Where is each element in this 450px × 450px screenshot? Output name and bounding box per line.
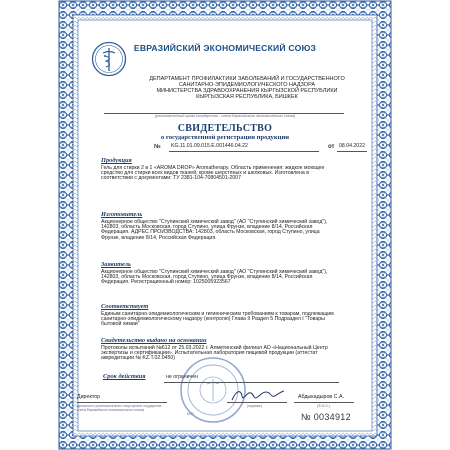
basis-line: Протоколы испытаний №612 от 25.03.2022 г. Алметинский филиал АО «Национальный Центр xyxy=(101,345,328,351)
seal-mark: М.П. xyxy=(187,412,195,416)
authority-note: (уполномоченный орган государства - члена Евразийского экономического союза) xyxy=(154,114,296,118)
applicant-line: Федерация. Регистрационный номер: 1025005923567 xyxy=(101,279,231,286)
signature-underline xyxy=(227,402,287,403)
validity-value: не ограничен xyxy=(166,374,198,380)
department-line: МИНИСТЕРСТВА ЗДРАВООХРАНЕНИЯ КЫРГЫЗСКОЙ РЕСПУБЛИКИ xyxy=(156,88,338,95)
signature-note: (подпись) xyxy=(247,404,263,408)
certificate-sheet xyxy=(79,21,371,430)
conforms-line: санитарно-эпидемиологическому надзору (контролю) Глава II Раздел 5 Подраздел I "Товары xyxy=(101,316,325,323)
applicant-line: Акционерное общество "Ступинский химический завод" (АО "Ступинский химический завод"), xyxy=(101,269,328,275)
signer-note: (Ф.И.О.) xyxy=(317,404,330,408)
union-title: ЕВРАЗИЙСКИЙ ЭКОНОМИЧЕСКИЙ СОЮЗ xyxy=(133,43,317,53)
department-line: ДЕПАРТАМЕНТ ПРОФИЛАКТИКИ ЗАБОЛЕВАНИЙ И ГОСУДАРСТВЕННОГО xyxy=(149,76,345,82)
director-underline xyxy=(77,402,167,403)
certificate-date: 08.04.2022 xyxy=(339,143,365,149)
manufacturer-line: Фрунзе, владение 8/14, Российская Федерация. xyxy=(101,234,217,241)
manufacturer-heading: Изготовитель xyxy=(101,211,143,218)
applicant-heading: Заявитель xyxy=(101,261,131,268)
product-line: Гель для стирки 2 в 1 «AROMA DROP» Aromatherapy. Область применения: жидкое моющее xyxy=(101,165,325,171)
number-underline xyxy=(169,151,319,152)
certificate-title: СВИДЕТЕЛЬСТВО xyxy=(177,123,273,134)
date-underline xyxy=(337,151,367,152)
issuing-department xyxy=(129,76,365,100)
conforms-text xyxy=(101,312,334,328)
certificate-subtitle: о государственной регистрации продукции xyxy=(160,134,290,141)
product-line: соответствии с документами: ТУ 2381-104-70804501-2007 xyxy=(101,175,241,182)
product-heading: Продукция xyxy=(101,157,132,164)
number-label: № xyxy=(154,144,161,150)
conforms-heading: Соответствует xyxy=(101,303,149,310)
serial-number: № 0034912 xyxy=(301,412,351,422)
conforms-line: Единым санитарно-эпидемиологическим и гигиеническим требованиям к товарам, подлежащим xyxy=(101,311,334,317)
manufacturer-line: 142803, область Московская, город Ступино, улица Фрунзе, владение 8/14, Российская xyxy=(101,224,313,231)
validity-label: Срок действия xyxy=(103,373,146,380)
applicant-text xyxy=(101,270,327,286)
certificate-number: KG.11.01.09.015.E.001446.04.22 xyxy=(171,143,248,149)
product-line: средство для стирки всех видов тканей, кроме шерстяных и шелковых. Изготовлена в xyxy=(101,170,310,177)
manufacturer-line: Федерация. АДРЕС ПРОИЗВОДСТВА: 142803, область Московская, город Ступино, улица xyxy=(101,229,320,236)
applicant-line: 142803, область Московская, город Ступино, улица Фрунзе, владение 8/14, Российская xyxy=(101,274,313,281)
conforms-line: бытовой химии" xyxy=(101,321,140,328)
basis-line: аккредитации № KZ.T.02.0450) xyxy=(101,355,176,362)
basis-heading: Свидетельство выдано на основании xyxy=(101,337,207,344)
department-line: САНИТАРНО-ЭПИДЕМИОЛОГИЧЕСКОГО НАДЗОРА xyxy=(178,82,316,89)
manufacturer-text xyxy=(101,220,327,241)
signer-name: Абдыкадыров С.А. xyxy=(298,394,344,400)
product-text xyxy=(101,166,324,182)
manufacturer-line: Акционерное общество "Ступинский химический завод" (АО "Ступинский химический завод"), xyxy=(101,219,328,225)
director-label: Директор xyxy=(77,394,101,400)
signer-underline xyxy=(294,402,354,403)
department-line: КЫРГЫЗСКАЯ РЕСПУБЛИКА, БИШКЕК xyxy=(196,94,298,101)
basis-line: экспертизы и сертификации». Испытательная лаборатория пищевой продукции (аттестат xyxy=(101,350,318,357)
date-label: от xyxy=(328,144,335,150)
director-note: (должность уполномоченного лица органа государства - члена Евразийского экономического союза) xyxy=(77,404,164,412)
